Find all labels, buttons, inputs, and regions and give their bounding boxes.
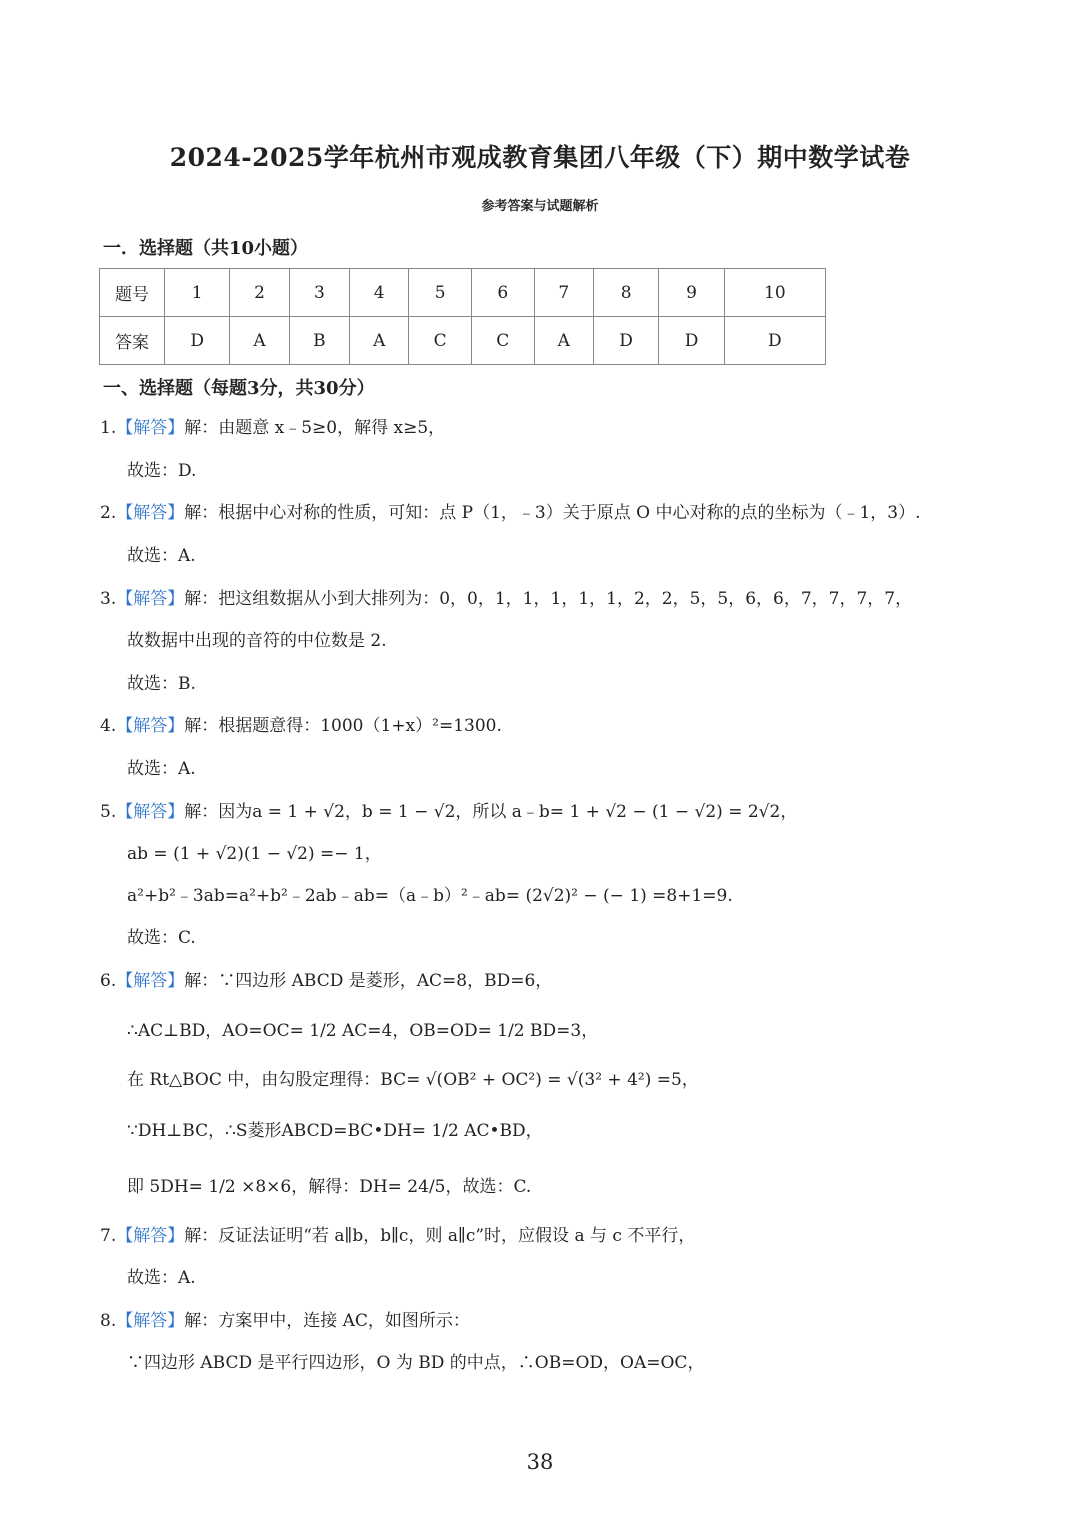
- table-cell: 8: [593, 269, 658, 317]
- table-cell: C: [471, 317, 534, 365]
- answer-text: 解：根据题意得：1000（1+x）²=1300.: [184, 716, 502, 736]
- answer-choice-line: 故选：D.: [127, 461, 197, 481]
- answer-text: 解：根据中心对称的性质，可知：点 P（1，﹣3）关于原点 O 中心对称的点的坐标为（﹣1，3）.: [184, 503, 921, 523]
- answer-text-line: ∵四边形 ABCD 是平行四边形，O 为 BD 的中点，∴OB=OD，OA=OC，: [127, 1353, 705, 1373]
- answer-text: 解：因为a = 1 + √2，b = 1 − √2，所以 a﹣b= 1 + √2 − (1 − √2) = 2√2，: [184, 802, 798, 822]
- table-cell: 5: [409, 269, 472, 317]
- table-row-numbers: [100, 269, 826, 317]
- table-cell: D: [724, 317, 825, 365]
- answer-math-line: 即 5DH= 1/2 ×8×6，解得：DH= 24/5，故选：C.: [127, 1177, 532, 1197]
- answer-tag: 【解答】: [116, 1311, 185, 1331]
- answer-line: [100, 800, 797, 824]
- answer-text: 解：∵四边形 ABCD 是菱形，AC=8，BD=6，: [184, 971, 553, 991]
- answer-text: 解：反证法证明“若 a∥b，b∥c，则 a∥c”时，应假设 a 与 c 不平行，: [184, 1226, 696, 1246]
- answer-tag: 【解答】: [116, 589, 185, 609]
- table-cell: A: [350, 317, 409, 365]
- table-cell: D: [165, 317, 230, 365]
- answer-line: [100, 501, 921, 525]
- row-label-number: 题号: [100, 269, 165, 317]
- table-cell: 9: [659, 269, 724, 317]
- answer-choice-line: 故选：C.: [127, 928, 196, 948]
- answer-choice-line: 故选：B.: [127, 674, 196, 694]
- answer-tag: 【解答】: [116, 418, 185, 438]
- table-cell: C: [409, 317, 472, 365]
- answer-text-line: 故数据中出现的音符的中位数是 2.: [127, 631, 387, 651]
- question-number: 6.: [100, 971, 117, 991]
- answer-tag: 【解答】: [116, 802, 185, 822]
- table-cell: A: [534, 317, 593, 365]
- answer-text: 解：方案甲中，连接 AC，如图所示：: [184, 1311, 470, 1331]
- answer-math-line: ab = (1 + √2)(1 − √2) =− 1，: [127, 844, 382, 864]
- table-cell: 3: [289, 269, 349, 317]
- table-cell: B: [289, 317, 349, 365]
- answer-line: [100, 714, 502, 738]
- answer-math-line: ∴AC⊥BD，AO=OC= 1/2 AC=4，OB=OD= 1/2 BD=3，: [127, 1021, 599, 1041]
- answer-choice-line: 故选：A.: [127, 1268, 196, 1288]
- answer-line: [100, 416, 445, 440]
- question-number: 1.: [100, 418, 117, 438]
- table-cell: 1: [165, 269, 230, 317]
- answer-line: [100, 587, 912, 611]
- answer-math-line: ∵DH⊥BC，∴S菱形ABCD=BC•DH= 1/2 AC•BD，: [127, 1121, 543, 1141]
- table-cell: D: [593, 317, 658, 365]
- answer-choice-line: 故选：A.: [127, 546, 196, 566]
- question-number: 4.: [100, 716, 117, 736]
- answer-math-line: 在 Rt△BOC 中，由勾股定理得：BC= √(OB² + OC²) = √(3² + 4²) =5，: [127, 1070, 699, 1090]
- question-number: 7.: [100, 1226, 117, 1246]
- question-number: 8.: [100, 1311, 117, 1331]
- page-number: 38: [526, 1450, 554, 1474]
- question-number: 2.: [100, 503, 117, 523]
- answer-line: [100, 1309, 470, 1333]
- answer-math-line: a²+b²﹣3ab=a²+b²﹣2ab﹣ab=（a﹣b）²﹣ab= (2√2)² − (− 1) =8+1=9.: [127, 886, 733, 906]
- answer-line: [100, 1224, 695, 1248]
- answer-choice-line: 故选：A.: [127, 759, 196, 779]
- question-number: 5.: [100, 802, 117, 822]
- answer-tag: 【解答】: [116, 971, 185, 991]
- answer-tag: 【解答】: [116, 1226, 185, 1246]
- table-cell: 4: [350, 269, 409, 317]
- table-row-answers: [100, 317, 826, 365]
- answer-text: 解：把这组数据从小到大排列为：0，0，1，1，1，1，1，2，2，5，5，6，6，7，7，7，7，: [184, 589, 913, 609]
- page-subtitle: 参考答案与试题解析: [481, 199, 599, 214]
- answer-tag: 【解答】: [116, 503, 185, 523]
- answer-line: [100, 969, 552, 993]
- table-cell: 2: [230, 269, 289, 317]
- page-title: 2024-2025学年杭州市观成教育集团八年级（下）期中数学试卷: [169, 143, 911, 172]
- section-heading-scoring: 一、选择题（每题3分，共30分）: [103, 378, 375, 399]
- row-label-answer: 答案: [100, 317, 165, 365]
- answer-tag: 【解答】: [116, 716, 185, 736]
- answer-text: 解：由题意 x﹣5≥0，解得 x≥5，: [184, 418, 446, 438]
- table-cell: 7: [534, 269, 593, 317]
- table-cell: D: [659, 317, 724, 365]
- table-cell: A: [230, 317, 289, 365]
- answer-table: [99, 268, 826, 365]
- question-number: 3.: [100, 589, 117, 609]
- table-cell: 6: [471, 269, 534, 317]
- table-cell: 10: [724, 269, 825, 317]
- section-heading-choice: 一．选择题（共10小题）: [103, 238, 309, 259]
